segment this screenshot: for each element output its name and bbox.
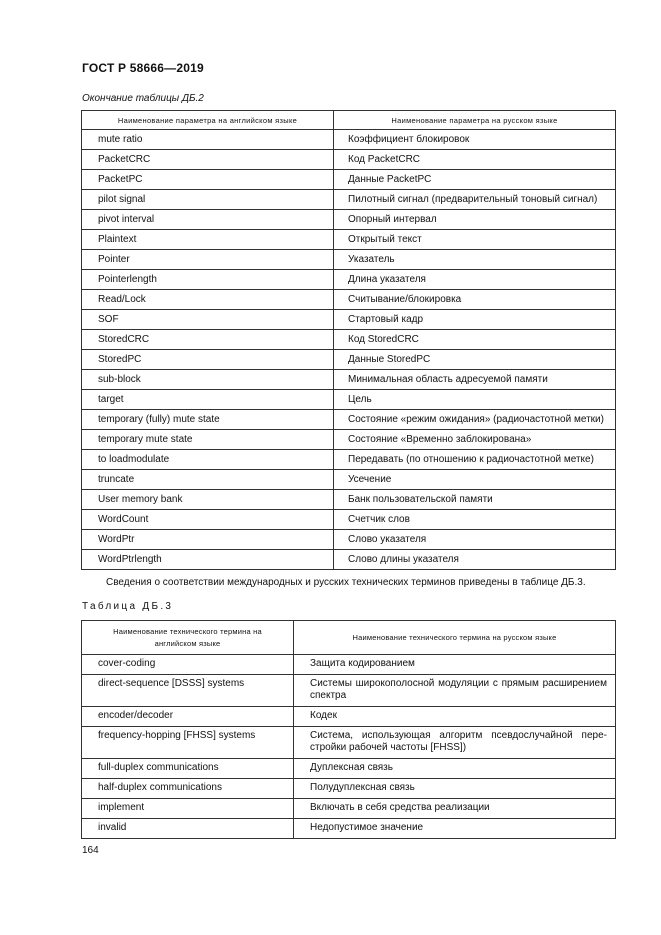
cell-english-term: User memory bank	[82, 490, 334, 510]
table-caption-continuation: Окончание таблицы ДБ.2	[82, 93, 204, 104]
cell-russian-term: Недопустимое значение	[294, 819, 616, 839]
cell-english-term: pilot signal	[82, 190, 334, 210]
column-header-russian: Наименование параметра на русском языке	[334, 111, 616, 130]
cell-russian-term: Полудуплексная связь	[294, 779, 616, 799]
table-row	[82, 410, 616, 430]
cell-english-term: StoredPC	[82, 350, 334, 370]
table-row	[82, 490, 616, 510]
cell-russian-term: Указатель	[334, 250, 616, 270]
cell-russian-term: Код PacketCRC	[334, 150, 616, 170]
table-row	[82, 230, 616, 250]
cell-russian-term: Усечение	[334, 470, 616, 490]
cell-russian-term: Слово указателя	[334, 530, 616, 550]
table-row	[82, 727, 616, 759]
cell-english-term: PacketCRC	[82, 150, 334, 170]
table-row	[82, 330, 616, 350]
table-row	[82, 450, 616, 470]
cell-english-term: StoredCRC	[82, 330, 334, 350]
cell-russian-term: Состояние «Временно заблокирована»	[334, 430, 616, 450]
cell-english-term: pivot interval	[82, 210, 334, 230]
table-row	[82, 370, 616, 390]
cell-russian-term: Состояние «режим ожидания» (радиочастотной метки)	[334, 410, 616, 430]
cell-english-term: to loadmodulate	[82, 450, 334, 470]
cell-russian-term: Система, использующая алгоритм псевдослучайной перестройки рабочей частоты [FHSS])	[294, 727, 616, 759]
table-row	[82, 510, 616, 530]
table-row	[82, 290, 616, 310]
cell-russian-term: Передавать (по отношению к радиочастотной метке)	[334, 450, 616, 470]
cell-english-term: half-duplex communications	[82, 779, 294, 799]
cell-russian-term: Длина указателя	[334, 270, 616, 290]
page-number: 164	[82, 845, 99, 856]
cell-english-term: encoder/decoder	[82, 707, 294, 727]
cell-english-term: truncate	[82, 470, 334, 490]
table-row	[82, 655, 616, 675]
table-row	[82, 530, 616, 550]
cell-russian-term: Опорный интервал	[334, 210, 616, 230]
column-header-english: Наименование технического термина на английском языке	[82, 621, 294, 655]
cell-russian-term: Включать в себя средства реализации	[294, 799, 616, 819]
cell-russian-term: Системы широкополосной модуляции с прямым расширением спектра	[294, 675, 616, 707]
table-row	[82, 250, 616, 270]
cell-russian-term: Код StoredCRC	[334, 330, 616, 350]
cell-russian-term: Стартовый кадр	[334, 310, 616, 330]
table-row	[82, 759, 616, 779]
cell-russian-term: Банк пользовательской памяти	[334, 490, 616, 510]
parameters-table	[81, 110, 616, 570]
cell-russian-term: Дуплексная связь	[294, 759, 616, 779]
table-row	[82, 350, 616, 370]
cell-english-term: sub-block	[82, 370, 334, 390]
table-row	[82, 799, 616, 819]
cell-english-term: WordPtr	[82, 530, 334, 550]
cell-english-term: Plaintext	[82, 230, 334, 250]
cell-english-term: target	[82, 390, 334, 410]
cell-english-term: cover-coding	[82, 655, 294, 675]
table-row	[82, 310, 616, 330]
cell-russian-term: Защита кодированием	[294, 655, 616, 675]
cell-english-term: Pointer	[82, 250, 334, 270]
table-header-row	[82, 621, 616, 655]
table-row	[82, 819, 616, 839]
cell-english-term: WordCount	[82, 510, 334, 530]
table-row	[82, 210, 616, 230]
cell-english-term: implement	[82, 799, 294, 819]
table-row	[82, 190, 616, 210]
table-row	[82, 130, 616, 150]
cell-russian-term: Счетчик слов	[334, 510, 616, 530]
table-row	[82, 150, 616, 170]
cell-russian-term: Считывание/блокировка	[334, 290, 616, 310]
cell-russian-term: Коэффициент блокировок	[334, 130, 616, 150]
column-header-russian: Наименование технического термина на русском языке	[294, 621, 616, 655]
cell-russian-term: Открытый текст	[334, 230, 616, 250]
cell-english-term: PacketPC	[82, 170, 334, 190]
cell-english-term: direct-sequence [DSSS] systems	[82, 675, 294, 707]
table-row	[82, 675, 616, 707]
column-header-english: Наименование параметра на английском языке	[82, 111, 334, 130]
table-row	[82, 430, 616, 450]
document-header: ГОСТ Р 58666—2019	[82, 61, 204, 75]
cell-russian-term: Минимальная область адресуемой памяти	[334, 370, 616, 390]
cell-russian-term: Кодек	[294, 707, 616, 727]
cell-russian-term: Данные StoredPC	[334, 350, 616, 370]
cell-english-term: frequency-hopping [FHSS] systems	[82, 727, 294, 759]
table-caption: Таблица ДБ.3	[82, 601, 174, 612]
table-row	[82, 707, 616, 727]
intro-paragraph: Сведения о соответствии международных и русских технических терминов приведены в таблице ДБ.3.	[106, 577, 586, 588]
table-row	[82, 170, 616, 190]
cell-english-term: Read/Lock	[82, 290, 334, 310]
cell-english-term: full-duplex communications	[82, 759, 294, 779]
cell-english-term: Pointerlength	[82, 270, 334, 290]
cell-english-term: invalid	[82, 819, 294, 839]
table-row	[82, 550, 616, 570]
table-row	[82, 470, 616, 490]
cell-russian-term: Цель	[334, 390, 616, 410]
cell-russian-term: Слово длины указателя	[334, 550, 616, 570]
table-row	[82, 390, 616, 410]
table-row	[82, 270, 616, 290]
cell-english-term: mute ratio	[82, 130, 334, 150]
cell-english-term: WordPtrlength	[82, 550, 334, 570]
cell-english-term: temporary mute state	[82, 430, 334, 450]
cell-english-term: SOF	[82, 310, 334, 330]
terms-table	[81, 620, 616, 839]
cell-russian-term: Пилотный сигнал (предварительный тоновый сигнал)	[334, 190, 616, 210]
table-header-row	[82, 111, 616, 130]
cell-english-term: temporary (fully) mute state	[82, 410, 334, 430]
cell-russian-term: Данные PacketPC	[334, 170, 616, 190]
table-row	[82, 779, 616, 799]
